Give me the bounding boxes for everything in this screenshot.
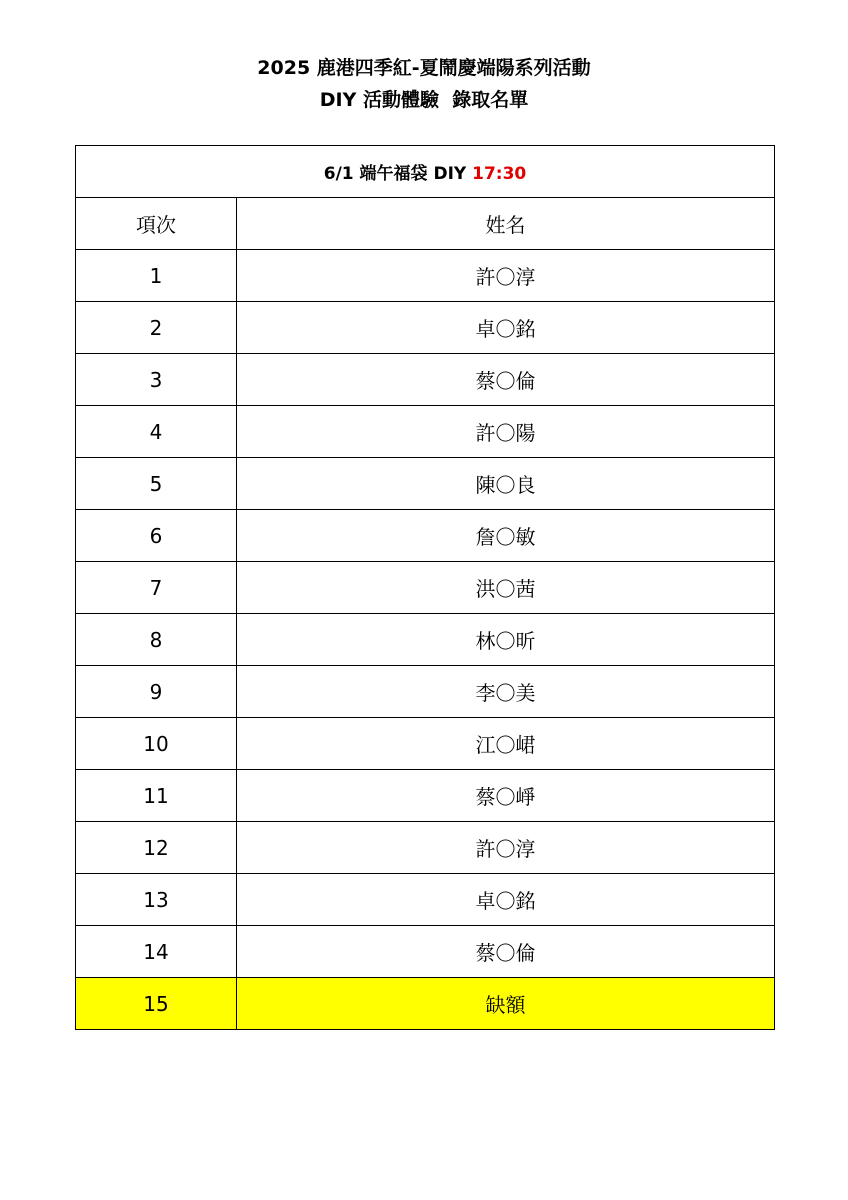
session-heading [76,146,775,198]
row-index: 1 [76,250,237,302]
row-name: 李〇美 [237,666,775,718]
table-row [76,458,775,510]
table-row [76,354,775,406]
row-name: 洪〇茜 [237,562,775,614]
table-row [76,874,775,926]
table-row [76,666,775,718]
table-row [76,562,775,614]
session-label: 6/1 端午福袋 DIY [323,164,473,184]
row-name: 卓〇銘 [237,874,775,926]
column-header-row [76,198,775,250]
row-index: 12 [76,822,237,874]
row-index: 10 [76,718,237,770]
row-name: 江〇峮 [237,718,775,770]
column-header-index: 項次 [76,198,237,250]
table-row [76,926,775,978]
row-name: 許〇淳 [237,822,775,874]
admission-roster-table [75,145,775,1030]
document-header [0,52,848,116]
row-name: 蔡〇倫 [237,926,775,978]
row-name: 蔡〇倫 [237,354,775,406]
table-row [76,614,775,666]
row-index: 4 [76,406,237,458]
row-index: 11 [76,770,237,822]
table-row [76,822,775,874]
row-name: 陳〇良 [237,458,775,510]
row-name: 蔡〇崢 [237,770,775,822]
table-row [76,302,775,354]
session-time: 17:30 [472,164,527,184]
row-index: 6 [76,510,237,562]
table-row [76,718,775,770]
row-index: 5 [76,458,237,510]
table-row [76,406,775,458]
row-name: 林〇昕 [237,614,775,666]
row-index: 2 [76,302,237,354]
row-index: 14 [76,926,237,978]
title-line-2: DIY 活動體驗 錄取名單 [319,89,529,111]
row-index: 13 [76,874,237,926]
row-name: 詹〇敏 [237,510,775,562]
row-index: 3 [76,354,237,406]
table-row [76,770,775,822]
table-row [76,510,775,562]
row-name: 許〇陽 [237,406,775,458]
row-index: 8 [76,614,237,666]
title-line-1: 2025 鹿港四季紅-夏鬧慶端陽系列活動 [257,57,591,79]
row-name: 許〇淳 [237,250,775,302]
column-header-name: 姓名 [237,198,775,250]
row-index: 7 [76,562,237,614]
table-row-vacant [76,978,775,1030]
row-index: 9 [76,666,237,718]
row-index: 15 [76,978,237,1030]
row-name: 缺額 [237,978,775,1030]
row-name: 卓〇銘 [237,302,775,354]
session-row [76,146,775,198]
table-row [76,250,775,302]
